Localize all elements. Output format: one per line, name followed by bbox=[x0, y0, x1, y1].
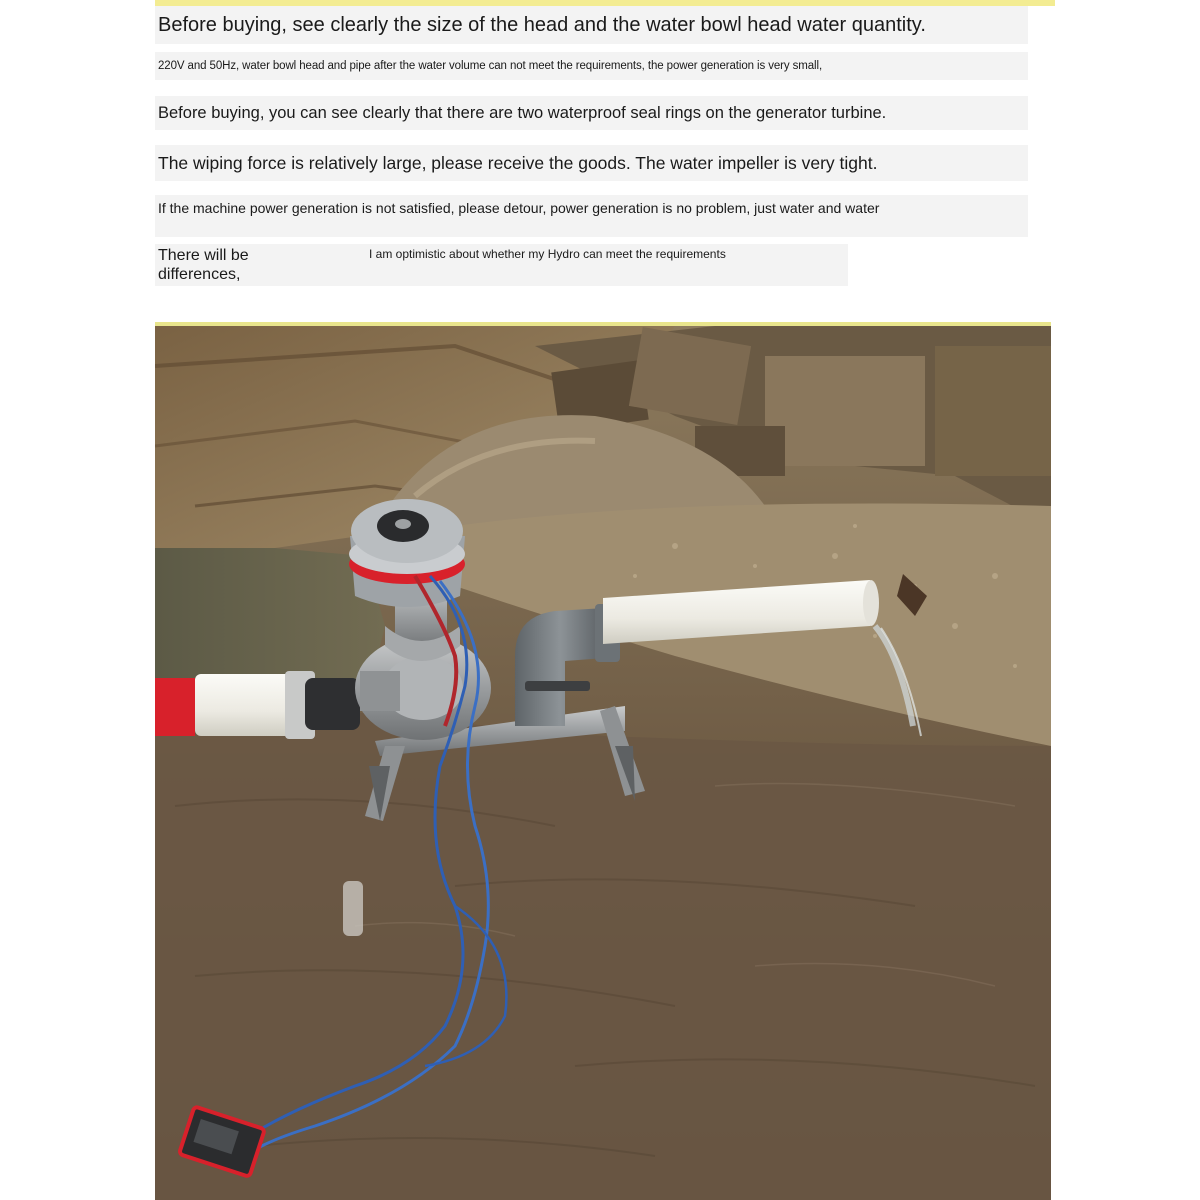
instruction-text-2: 220V and 50Hz, water bowl head and pipe after the water volume can not meet the requirements, the power generation is very small, bbox=[158, 60, 823, 72]
instruction-line-4 bbox=[155, 145, 1028, 181]
instruction-text-1: Before buying, see clearly the size of the head and the water bowl head water quantity. bbox=[158, 14, 926, 36]
instruction-text-4: The wiping force is relatively large, please receive the goods. The water impeller is very tight. bbox=[158, 153, 878, 173]
instruction-text-5: If the machine power generation is not satisfied, please detour, power generation is no problem, just water and water bbox=[158, 200, 880, 216]
instruction-text-6-mid: I am optimistic about whether my Hydro can meet the requirements bbox=[369, 247, 726, 261]
instruction-line-6 bbox=[155, 244, 848, 286]
instruction-line-2 bbox=[155, 52, 1028, 80]
micro-hydro-turbine-photo-icon bbox=[155, 326, 1051, 1200]
instruction-text-6-left: There will be differences, bbox=[158, 247, 249, 283]
instruction-line-5 bbox=[155, 195, 1028, 237]
instruction-text-3: Before buying, you can see clearly that there are two waterproof seal rings on the generator turbine. bbox=[158, 104, 887, 122]
instruction-line-1 bbox=[155, 6, 1028, 44]
instruction-line-3 bbox=[155, 96, 1028, 130]
